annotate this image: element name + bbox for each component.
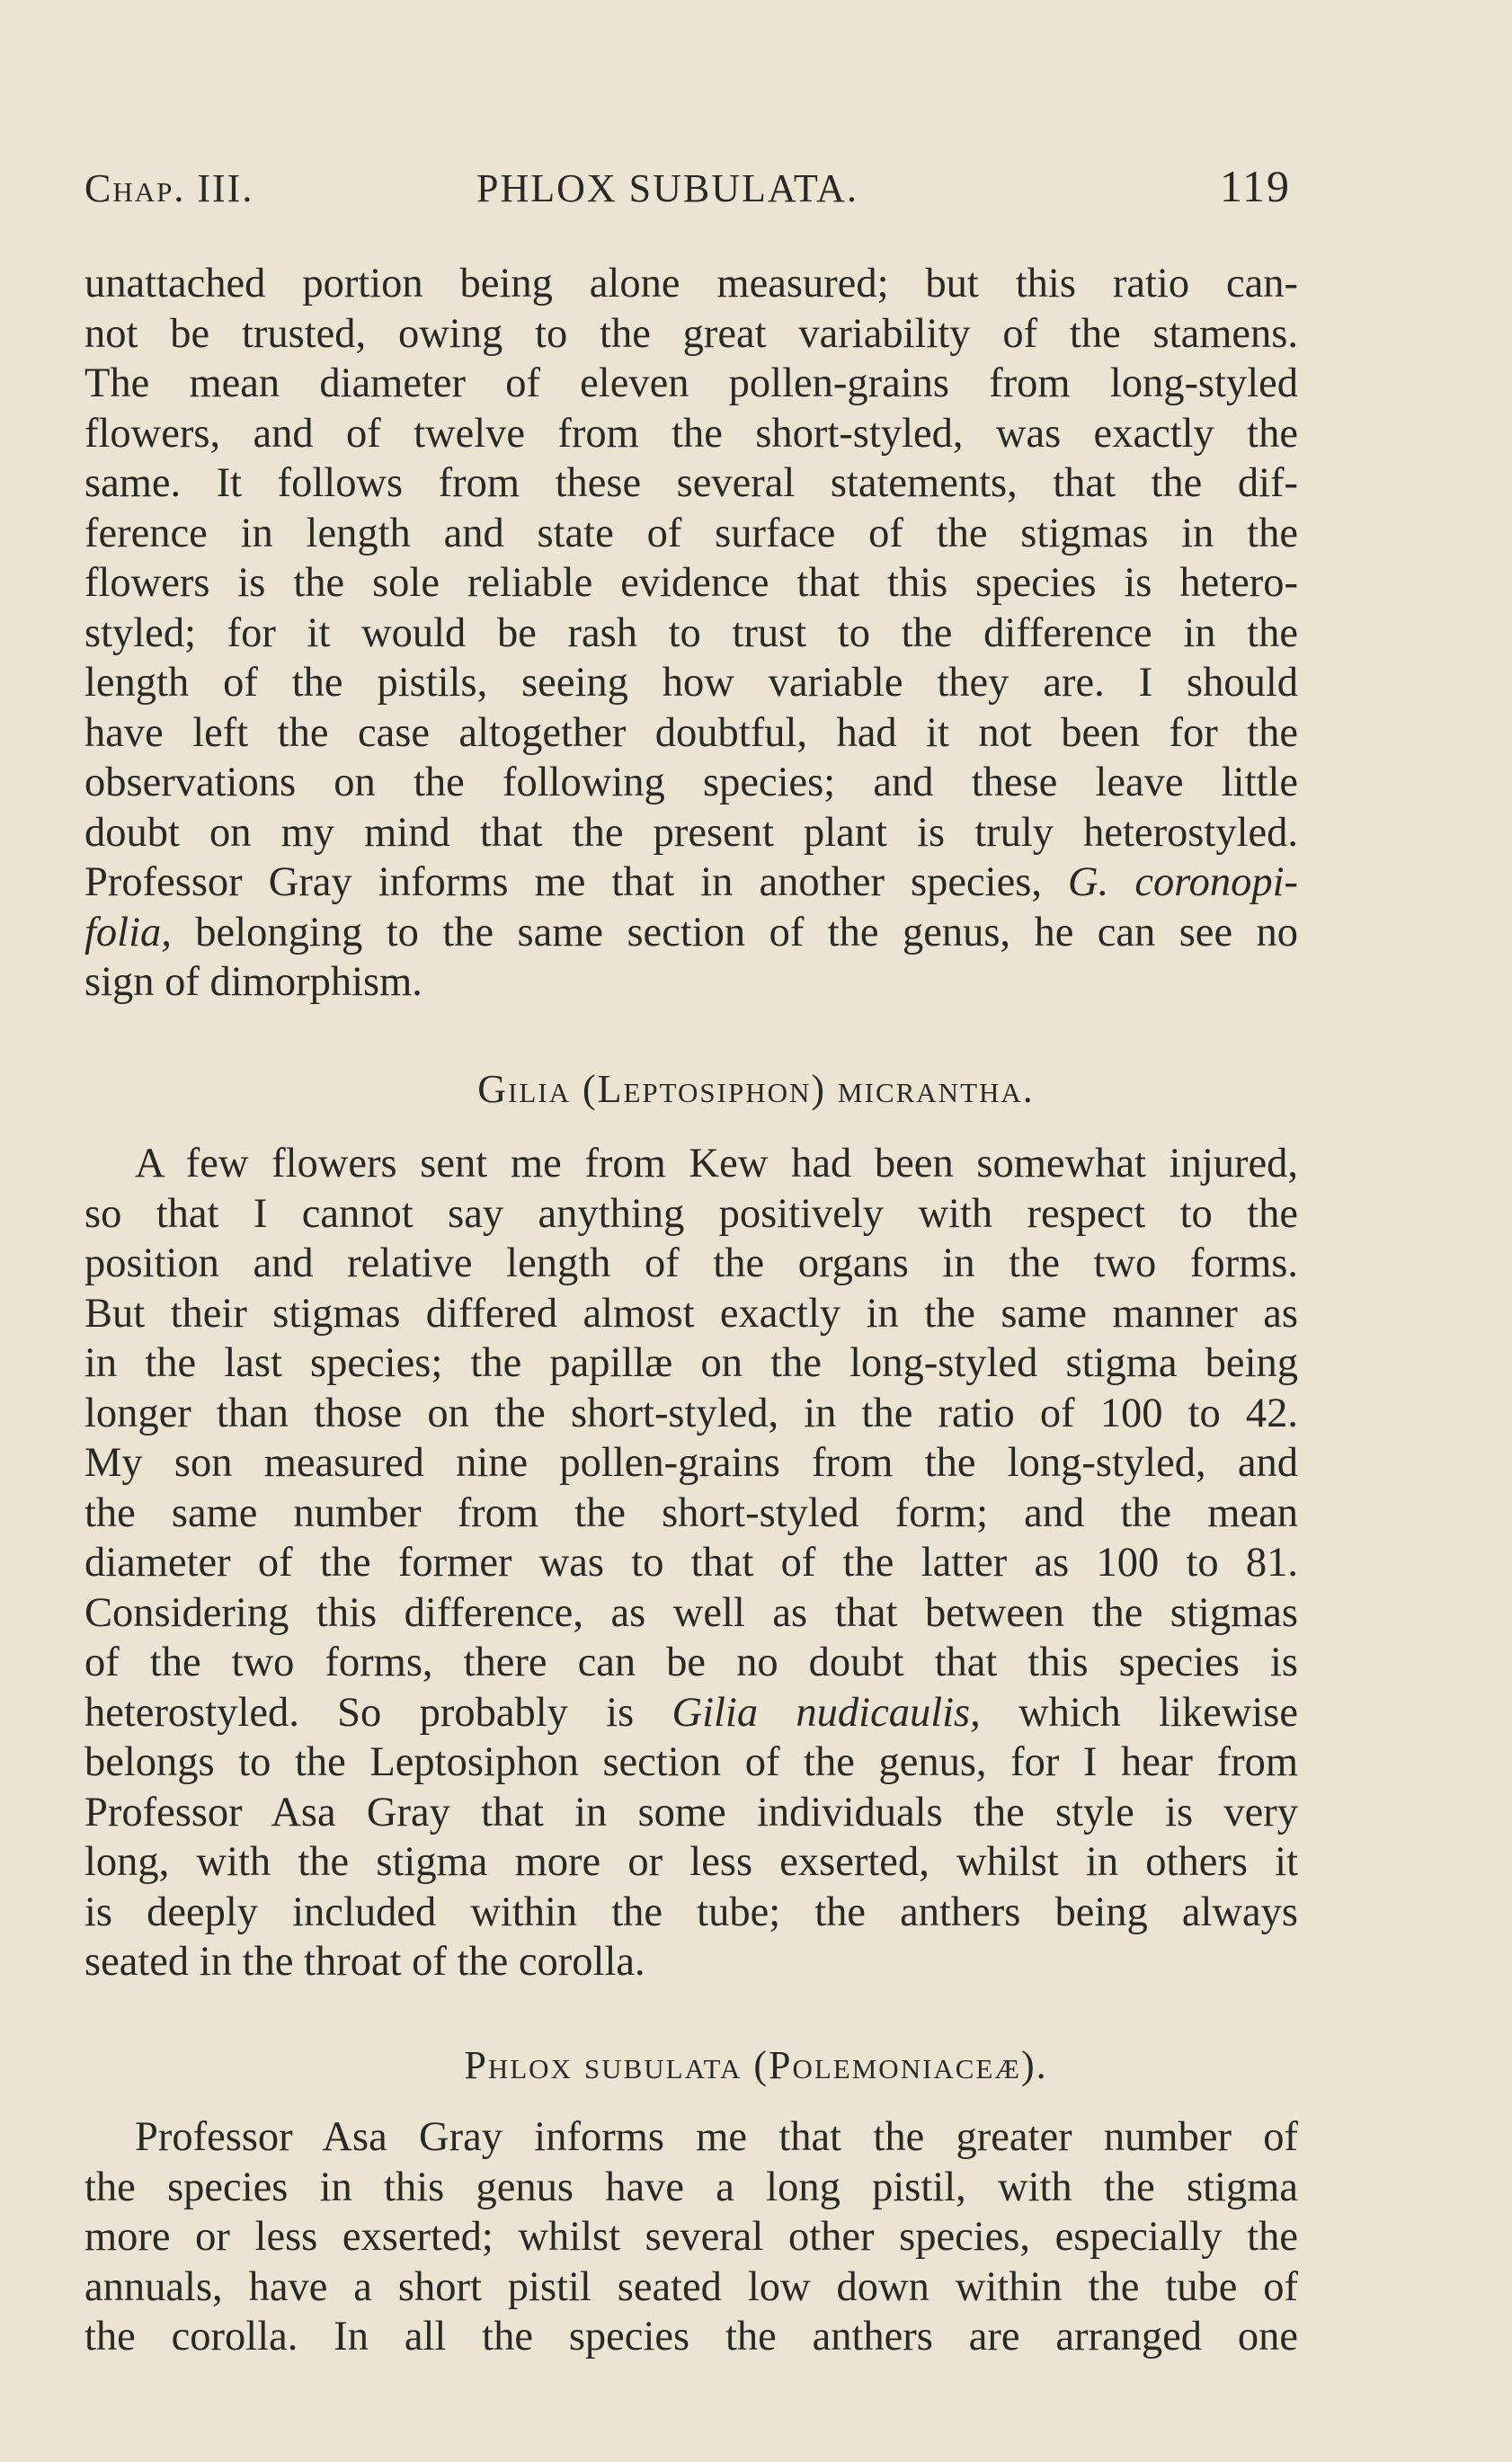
text-line: length of the pistils, seeing how variable they are. I should xyxy=(84,660,1298,706)
text-line: But their stigmas differed almost exactly in the same manner as xyxy=(84,1290,1298,1337)
text-line: have left the case altogether doubtful, had it not been for the xyxy=(84,709,1298,756)
text-line: so that I cannot say anything positively with respect to the xyxy=(84,1190,1298,1237)
text-line: Considering this difference, as well as that between the stigmas xyxy=(84,1589,1298,1636)
text-line: flowers, and of twelve from the short-styled, was exactly the xyxy=(84,410,1298,457)
species-name-italic: G. coronopi- xyxy=(1068,859,1298,905)
section-heading-gilia: Gilia (Leptosiphon) micrantha. xyxy=(477,1067,1035,1111)
chapter-label: Chap. III. xyxy=(84,166,254,210)
text-line: position and relative length of the organs in the two forms. xyxy=(84,1240,1298,1286)
text-line: The mean diameter of eleven pollen-grains from long-styled xyxy=(84,360,1298,406)
text-line: not be trusted, owing to the great variability of the stamens. xyxy=(84,310,1298,357)
text-line: long, with the stigma more or less exserted, whilst in others it xyxy=(84,1839,1298,1885)
text-line: longer than those on the short-styled, in the ratio of 100 to 42. xyxy=(84,1390,1298,1436)
paragraph-phlox xyxy=(84,2112,1298,2362)
text-line: of the two forms, there can be no doubt that this species is xyxy=(84,1640,1298,1685)
text-line: observations on the following species; and these leave little xyxy=(84,760,1298,805)
text-line: in the last species; the papillæ on the long-styled stigma being xyxy=(84,1340,1298,1386)
text-line: ference in length and state of surface of the stigmas in the xyxy=(84,510,1298,556)
species-name-italic: folia, xyxy=(84,909,172,955)
text-line: the same number from the short-styled form; and the mean xyxy=(84,1489,1298,1536)
text-line: belongs to the Leptosiphon section of the genus, for I hear from xyxy=(84,1739,1298,1785)
text-line xyxy=(84,908,1298,958)
text-line: My son measured nine pollen-grains from the long-styled, and xyxy=(84,1440,1298,1486)
text-line: seated in the throat of the corolla. xyxy=(84,1939,645,1985)
text-run: which likewise xyxy=(980,1689,1298,1736)
text-line: styled; for it would be rash to trust to the difference in the xyxy=(84,609,1298,656)
text-line: sign of dimorphism. xyxy=(84,959,422,1005)
text-line: more or less exserted; whilst several other species, especially the xyxy=(84,2214,1298,2260)
text-line xyxy=(84,1688,1298,1738)
text-line: diameter of the former was to that of the latter as 100 to 81. xyxy=(84,1540,1298,1586)
text-run: Professor Gray informs me that in another species, xyxy=(84,859,1069,905)
text-line: unattached portion being alone measured; but this ratio can- xyxy=(84,261,1298,307)
text-line: same. It follows from these several statements, that the dif- xyxy=(84,460,1298,506)
running-title: PHLOX SUBULATA. xyxy=(476,166,858,210)
text-run: heterostyled. So probably is xyxy=(84,1689,672,1736)
text-line: Professor Asa Gray informs me that the greater number of xyxy=(135,2114,1298,2160)
page-number: 119 xyxy=(1219,161,1291,211)
section-heading-phlox: Phlox subulata (Polemoniaceæ). xyxy=(464,2043,1048,2087)
text-line: flowers is the sole reliable evidence that this species is hetero- xyxy=(84,560,1298,606)
running-header xyxy=(84,160,1298,223)
text-line: the corolla. In all the species the anthers are arranged one xyxy=(84,2314,1298,2360)
text-line xyxy=(84,858,1298,908)
text-line: is deeply included within the tube; the anthers being always xyxy=(84,1889,1298,1935)
text-line: Professor Asa Gray that in some individuals the style is very xyxy=(84,1789,1298,1835)
text-line: A few flowers sent me from Kew had been somewhat injured, xyxy=(135,1141,1298,1187)
paragraph-gilia xyxy=(84,1139,1298,1987)
species-name-italic: Gilia nudicaulis, xyxy=(672,1689,981,1736)
text-line: the species in this genus have a long pistil, with the stigma xyxy=(84,2164,1298,2210)
paragraph-continuation xyxy=(84,259,1298,1008)
text-line: doubt on my mind that the present plant is truly heterostyled. xyxy=(84,809,1298,856)
text-run: belonging to the same section of the genus, he can see no xyxy=(171,909,1298,955)
text-line: annuals, have a short pistil seated low down within the tube of xyxy=(84,2263,1298,2310)
